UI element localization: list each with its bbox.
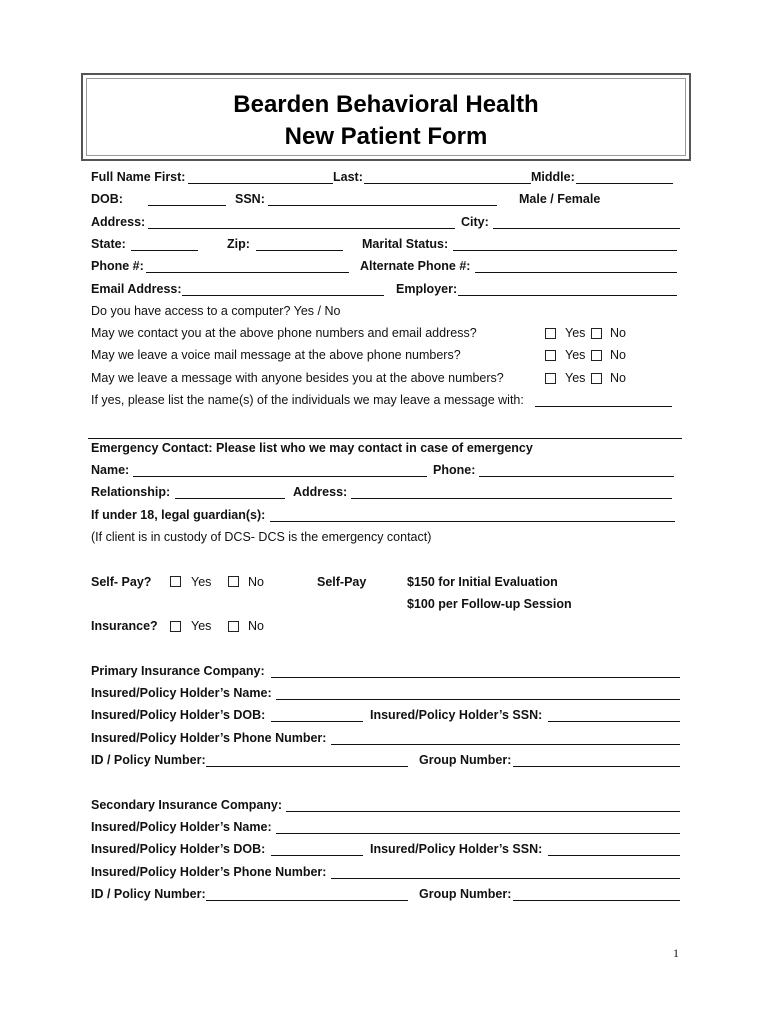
secondary-holder-name-label: Insured/Policy Holder’s Name: [91, 820, 272, 834]
insurance-no-checkbox[interactable] [228, 621, 239, 632]
secondary-group-number-field[interactable] [513, 900, 680, 901]
emergency-address-field[interactable] [351, 498, 672, 499]
emergency-name-field[interactable] [133, 476, 427, 477]
dob-field[interactable] [148, 205, 226, 206]
secondary-holder-dob-field[interactable] [271, 855, 363, 856]
zip-field[interactable] [256, 250, 343, 251]
insurance-yes-label: Yes [191, 619, 212, 633]
middle-name-field[interactable] [576, 183, 673, 184]
self-pay-yes-checkbox[interactable] [170, 576, 181, 587]
primary-holder-phone-field[interactable] [331, 744, 680, 745]
primary-holder-phone-label: Insured/Policy Holder’s Phone Number: [91, 731, 327, 745]
computer-access-question: Do you have access to a computer? Yes / No [91, 304, 341, 318]
self-pay-no-checkbox[interactable] [228, 576, 239, 587]
alternate-phone-label: Alternate Phone #: [360, 259, 471, 273]
emergency-name-label: Name: [91, 463, 130, 477]
primary-insurance-label: Primary Insurance Company: [91, 664, 265, 678]
insurance-yes-checkbox[interactable] [170, 621, 181, 632]
emergency-contact-header: Emergency Contact: Please list who we may contact in case of emergency [91, 441, 533, 455]
primary-group-number-label: Group Number: [419, 753, 512, 767]
primary-holder-name-label: Insured/Policy Holder’s Name: [91, 686, 272, 700]
voicemail-no-checkbox[interactable] [591, 350, 602, 361]
primary-holder-ssn-field[interactable] [548, 721, 680, 722]
address-label: Address: [91, 215, 146, 229]
primary-holder-dob-field[interactable] [271, 721, 363, 722]
secondary-policy-number-field[interactable] [206, 900, 408, 901]
secondary-holder-ssn-field[interactable] [548, 855, 680, 856]
page-number: 1 [673, 946, 679, 960]
phone-field[interactable] [146, 272, 349, 273]
follow-up-rate: $100 per Follow-up Session [407, 597, 572, 611]
self-pay-rates-label: Self-Pay [317, 575, 367, 589]
last-name-field[interactable] [364, 183, 531, 184]
primary-insurance-field[interactable] [271, 677, 680, 678]
message-yes-checkbox[interactable] [545, 373, 556, 384]
employer-field[interactable] [458, 295, 677, 296]
insurance-no-label: No [248, 619, 264, 633]
sex-selector[interactable]: Male / Female [519, 192, 601, 206]
city-field[interactable] [493, 228, 680, 229]
marital-status-field[interactable] [453, 250, 677, 251]
form-title-box [81, 73, 691, 161]
contact-yes-label: Yes [565, 326, 586, 340]
self-pay-yes-label: Yes [191, 575, 212, 589]
secondary-holder-dob-label: Insured/Policy Holder’s DOB: [91, 842, 266, 856]
guardian-field[interactable] [270, 521, 675, 522]
ssn-field[interactable] [268, 205, 497, 206]
employer-label: Employer: [396, 282, 458, 296]
secondary-holder-name-field[interactable] [276, 833, 680, 834]
message-no-label: No [610, 371, 626, 385]
emergency-address-label: Address: [293, 485, 348, 499]
message-no-checkbox[interactable] [591, 373, 602, 384]
primary-policy-number-field[interactable] [206, 766, 408, 767]
section-divider [88, 438, 682, 439]
secondary-insurance-field[interactable] [286, 811, 680, 812]
form-title: New Patient Form [284, 123, 488, 150]
email-label: Email Address: [91, 282, 182, 296]
marital-status-label: Marital Status: [362, 237, 449, 251]
contact-no-checkbox[interactable] [591, 328, 602, 339]
city-label: City: [461, 215, 489, 229]
self-pay-question: Self- Pay? [91, 575, 152, 589]
alternate-phone-field[interactable] [475, 272, 677, 273]
first-name-label: Full Name First: [91, 170, 186, 184]
last-name-label: Last: [333, 170, 363, 184]
ssn-label: SSN: [235, 192, 265, 206]
contact-yes-checkbox[interactable] [545, 328, 556, 339]
voicemail-yes-checkbox[interactable] [545, 350, 556, 361]
voicemail-yes-label: Yes [565, 348, 586, 362]
message-names-label: If yes, please list the name(s) of the individuals we may leave a message with: [91, 393, 524, 407]
primary-group-number-field[interactable] [513, 766, 680, 767]
dob-label: DOB: [91, 192, 123, 206]
contact-permission-question: May we contact you at the above phone numbers and email address? [91, 326, 477, 340]
contact-no-label: No [610, 326, 626, 340]
relationship-label: Relationship: [91, 485, 171, 499]
insurance-question: Insurance? [91, 619, 158, 633]
phone-label: Phone #: [91, 259, 144, 273]
email-field[interactable] [182, 295, 384, 296]
secondary-holder-phone-label: Insured/Policy Holder’s Phone Number: [91, 865, 327, 879]
zip-label: Zip: [227, 237, 250, 251]
emergency-phone-label: Phone: [433, 463, 476, 477]
primary-holder-ssn-label: Insured/Policy Holder’s SSN: [370, 708, 543, 722]
middle-name-label: Middle: [531, 170, 575, 184]
message-yes-label: Yes [565, 371, 586, 385]
primary-policy-number-label: ID / Policy Number: [91, 753, 206, 767]
secondary-holder-phone-field[interactable] [331, 878, 680, 879]
first-name-field[interactable] [188, 183, 333, 184]
state-field[interactable] [131, 250, 198, 251]
secondary-holder-ssn-label: Insured/Policy Holder’s SSN: [370, 842, 543, 856]
primary-holder-dob-label: Insured/Policy Holder’s DOB: [91, 708, 266, 722]
relationship-field[interactable] [175, 498, 285, 499]
emergency-phone-field[interactable] [479, 476, 674, 477]
secondary-group-number-label: Group Number: [419, 887, 512, 901]
initial-evaluation-rate: $150 for Initial Evaluation [407, 575, 558, 589]
self-pay-no-label: No [248, 575, 264, 589]
address-field[interactable] [148, 228, 455, 229]
voicemail-question: May we leave a voice mail message at the above phone numbers? [91, 348, 461, 362]
secondary-policy-number-label: ID / Policy Number: [91, 887, 206, 901]
message-others-question: May we leave a message with anyone besides you at the above numbers? [91, 371, 504, 385]
message-names-field[interactable] [535, 406, 672, 407]
clinic-name: Bearden Behavioral Health [233, 91, 539, 118]
secondary-insurance-label: Secondary Insurance Company: [91, 798, 283, 812]
guardian-label: If under 18, legal guardian(s): [91, 508, 266, 522]
voicemail-no-label: No [610, 348, 626, 362]
primary-holder-name-field[interactable] [276, 699, 680, 700]
dcs-note: (If client is in custody of DCS- DCS is the emergency contact) [91, 530, 432, 544]
state-label: State: [91, 237, 126, 251]
